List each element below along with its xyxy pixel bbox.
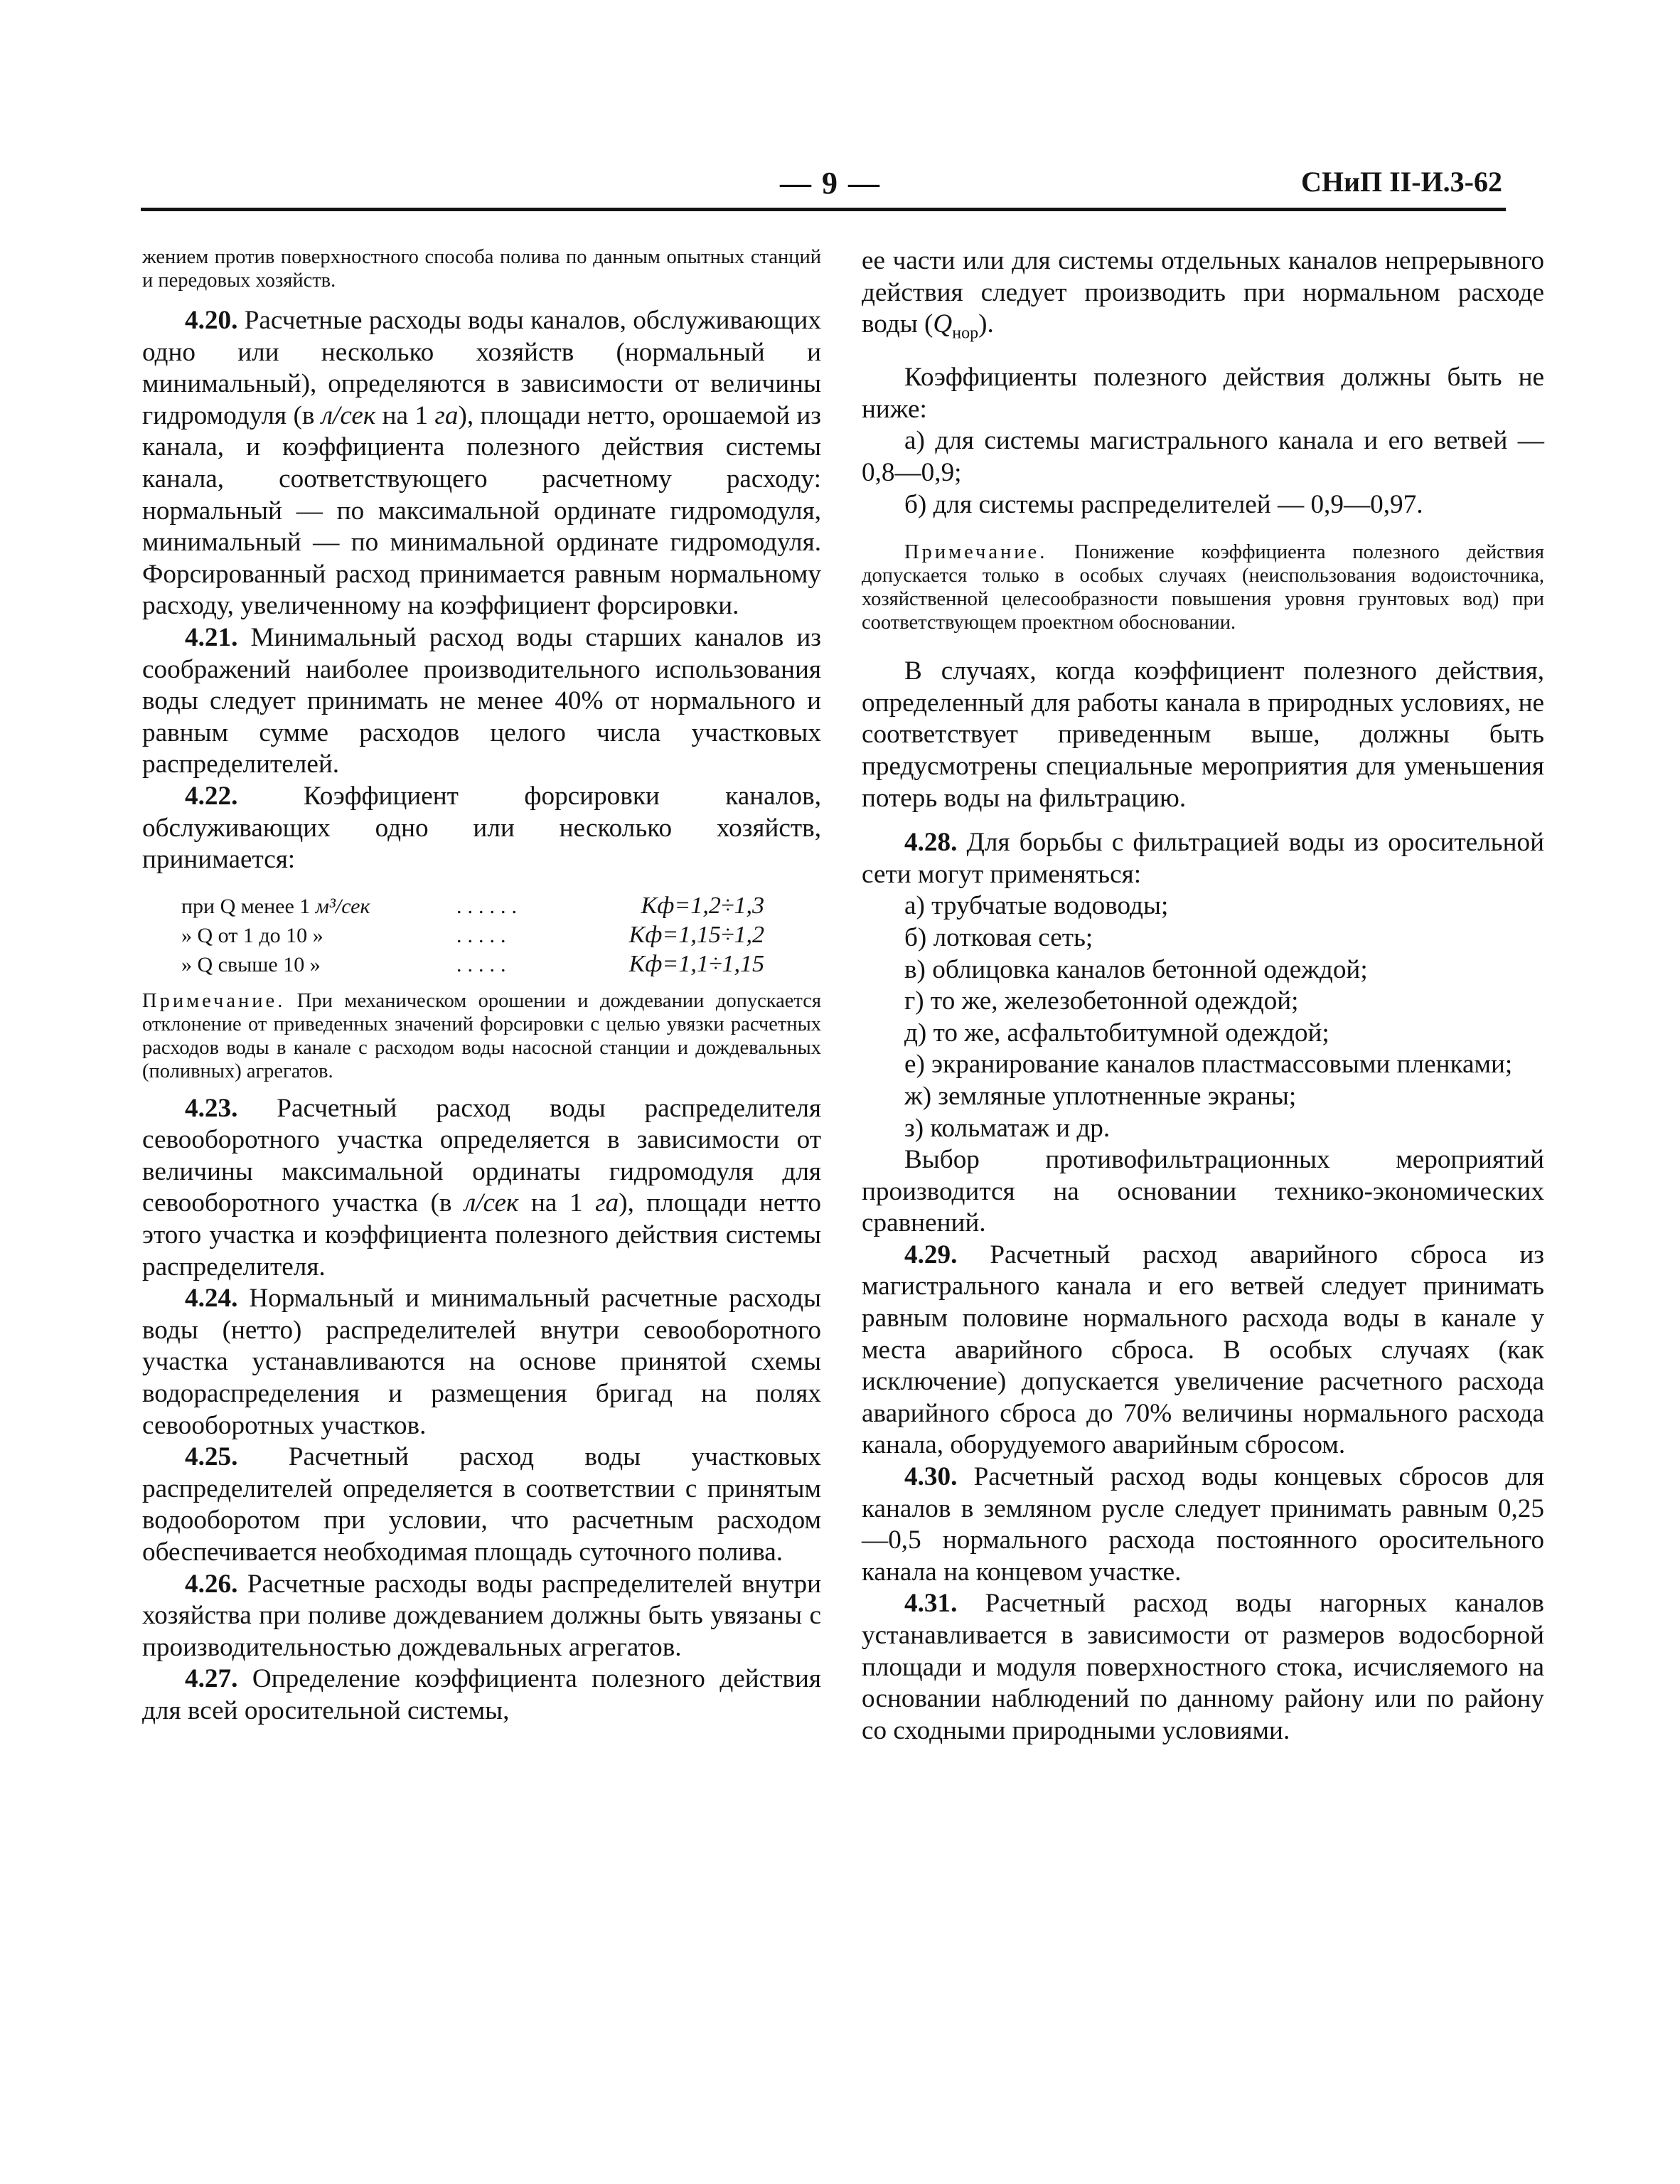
section-4-20 [142,305,821,622]
unit-text: л/сек [464,1188,519,1218]
right-column [862,245,1544,1747]
list-item: г) то же, железобетонной одеждой; [904,986,1299,1016]
list-item: б) лотковая сеть; [904,922,1093,952]
document-code: СНиП II-И.3-62 [1300,166,1502,198]
section-text: Для борьбы с фильтрацией воды из оросительной сети могут применяться: [862,828,1544,889]
note-1 [142,989,821,1083]
section-text: ), площади нетто этого участка и коэффициента полезного действия системы распределителя. [142,1188,821,1282]
list-item: а) трубчатые водоводы; [904,891,1169,921]
table-cell-condition: » Q свыше 10 » [181,952,321,976]
section-number: 4.21. [185,622,238,652]
table-cell-condition: » Q от 1 до 10 » [181,923,323,947]
table-row [142,950,821,979]
table-cell-coefficient: Kф=1,1÷1,15 [628,950,764,977]
list-item: а) для системы магистрального канала и его ветвей — 0,8—0,9; [862,426,1544,487]
table-cell-coefficient: Kф=1,2÷1,3 [641,892,764,919]
section-text: Определение коэффициента полезного действия для всей оросительной системы, [142,1664,821,1725]
section-number: 4.22. [185,781,238,811]
table-cell-coefficient: Kф=1,15÷1,2 [628,921,764,948]
left-column [142,245,821,1727]
paragraph-choice: Выбор противофильтрационных мероприятий производится на основании технико-экономических сравнений. [862,1145,1544,1238]
section-text: Коэффициент форсировки каналов, обслуживающих одно или несколько хозяйств, принимается: [142,781,821,875]
section-4-29 [862,1240,1544,1461]
paragraph-coefficients: Коэффициенты полезного действия должны быть не ниже: [862,363,1544,424]
section-4-27 [142,1663,821,1727]
list-item: в) облицовка каналов бетонной одеждой; [904,954,1368,984]
header-rule [141,208,1506,211]
section-number: 4.28. [904,828,958,858]
table-cell-dots: ...... [456,894,523,918]
section-number: 4.29. [904,1240,958,1269]
coefficient-table [142,892,821,979]
section-text: Расчетный расход воды нагорных каналов устанавливается в зависимости от размеров водосборной площади и модуля поверхностного стока, исчисляемого на основании наблюдений по данному району или по району со сходными природными условиями. [862,1589,1544,1745]
table-row [142,921,821,950]
section-4-21 [142,622,821,781]
section-number: 4.26. [185,1569,238,1599]
section-4-30 [862,1461,1544,1588]
unit-text: га [434,400,459,430]
section-text: Расчетные расходы воды каналов, обслуживающих одно или несколько хозяйств (нормальный и минимальный), определяются в зависимости от величины гидромодуля (в [142,306,821,430]
unit-text: л/сек [321,400,376,430]
section-text: Расчетный расход воды участковых распределителей определяется в соответствии с принятым водооборотом при условии, что расчетным расходом обеспечивается необходимая площадь суточного полива. [142,1442,821,1567]
table-row [142,892,821,921]
section-text: на 1 [518,1188,596,1218]
list-item: б) для системы распределителей — 0,9—0,97. [904,489,1423,519]
note-text: При механическом орошении и дождевании допускается отклонение от приведенных значений форсировки с целью увязки расчетных расходов воды в канале с расходом воды насосной станции и дождевальных (поливных) агрегатов. [142,989,821,1082]
section-4-23 [142,1093,821,1284]
page-number: — 9 — [780,166,881,201]
section-number: 4.20. [185,306,238,335]
list-item: д) то же, асфальтобитумной одеждой; [904,1018,1329,1048]
section-4-24 [142,1283,821,1442]
section-text: Расчетный расход аварийного сброса из магистрального канала и его ветвей следует принимать равным половине нормального расхода воды в канале у места аварийного сброса. В особых случаях (как исключение) допускается увеличение расчетного расхода аварийного сброса до 70% величины нормального расхода канала, оборудуемого аварийным сбросом. [862,1240,1544,1460]
list-item: ж) земляные уплотненные экраны; [904,1081,1297,1111]
section-text: Расчетные расходы воды распределителей внутри хозяйства при поливе дождеванием должны быть увязаны с производительностью дождевальных агрегатов. [142,1569,821,1662]
section-number: 4.24. [185,1284,238,1314]
section-number: 4.23. [185,1093,238,1123]
section-number: 4.25. [185,1442,238,1472]
section-text: Минимальный расход воды старших каналов из соображений наиболее производительного использования воды следует принимать не менее 40% от нормального и равным сумме расходов целого числа участковых распределителей. [142,622,821,779]
section-4-25 [142,1442,821,1568]
section-text: Расчетный расход воды концевых сбросов для каналов в земляном русле следует принимать равным 0,25—0,5 нормального расхода постоянного оросительного канала на концевом участке. [862,1462,1544,1587]
section-number: 4.31. [904,1589,958,1619]
paragraph-continuation: ее части или для системы отдельных каналов непрерывного действия следует производить при нормальном расходе воды $(Q_{нор})$. [862,246,1544,343]
note-text: Понижение коэффициента полезного действия допускается только в особых случаях (неиспользования водоисточника, хозяйственной целесообразности повышения уровня грунтовых вод) при соответствующем проектном обосновании. [862,541,1544,634]
section-4-28 [862,827,1544,890]
table-cell-dots: ..... [456,952,512,976]
unit-text: га [595,1188,619,1218]
section-4-31 [862,1588,1544,1747]
note-label: Примечание. [142,989,286,1012]
section-number: 4.27. [185,1664,238,1694]
section-4-26 [142,1569,821,1664]
section-text: Нормальный и минимальный расчетные расходы воды (нетто) распределителей внутри севооборотного участка устанавливаются на основе принятой схемы водораспределения и размещения бригад на полях севооборотных участков. [142,1284,821,1440]
paragraph-continuation: жением против поверхностного способа полива по данным опытных станций и передовых хозяйств. [142,246,821,292]
note-2 [862,540,1544,634]
table-cell-dots: ..... [456,923,512,947]
section-text: на 1 [375,400,435,430]
section-number: 4.30. [904,1462,958,1492]
note-label: Примечание. [904,541,1048,564]
list-item: е) экранирование каналов пластмассовыми пленками; [904,1050,1513,1080]
paragraph-cases: В случаях, когда коэффициент полезного действия, определенный для работы канала в природных условиях, не соответствует приведенным выше, должны быть предусмотрены специальные мероприятия для уменьшения потерь воды на фильтрацию. [862,656,1544,813]
table-cell-condition: при Q менее 1 м³/сек [181,894,370,918]
list-item: з) кольматаж и др. [904,1113,1111,1143]
section-text: ), площади нетто, орошаемой из канала, и коэффициента полезного действия системы канала, соответствующего расчетному расходу: нормальный — по максимальной ординате гидромодуля, минимальный — по минимальной ординате гидромодуля. Форсированный расход принимается равным нормальному расходу, увеличенному на коэффициент форсировки. [142,400,821,621]
section-4-22 [142,781,821,876]
section-text: Расчетный расход воды распределителя севооборотного участка определяется в зависимости от величины максимальной ординаты гидромодуля для севооборотного участка (в [142,1093,821,1218]
